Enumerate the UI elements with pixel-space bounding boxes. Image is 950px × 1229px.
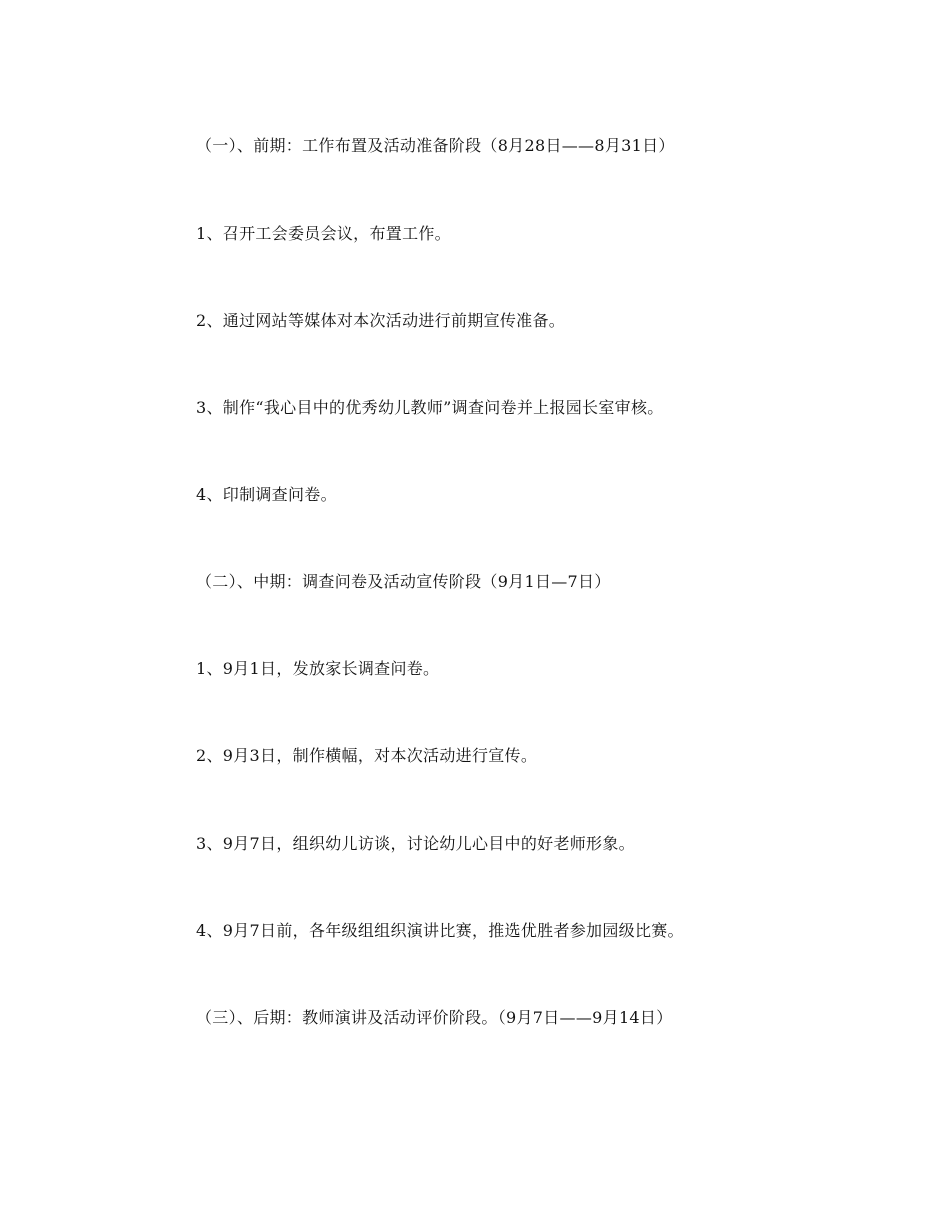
list-item: 2、通过网站等媒体对本次活动进行前期宣传准备。 (196, 311, 566, 330)
list-item: 3、制作“我心目中的优秀幼儿教师”调查问卷并上报园长室审核。 (196, 398, 664, 417)
section-heading-2: （二）、中期：调查问卷及活动宣传阶段（9月1日—7日） (196, 572, 611, 591)
list-item: 2、9月3日，制作横幅，对本次活动进行宣传。 (196, 746, 538, 765)
list-item: 4、9月7日前，各年级组组织演讲比赛，推选优胜者参加园级比赛。 (196, 921, 684, 940)
section-heading-3: （三）、后期：教师演讲及活动评价阶段。（9月7日——9月14日） (196, 1008, 673, 1027)
list-item: 4、印制调查问卷。 (196, 485, 337, 504)
list-item: 3、9月7日，组织幼儿访谈，讨论幼儿心目中的好老师形象。 (196, 834, 635, 853)
section-heading-1: （一）、前期：工作布置及活动准备阶段（8月28日——8月31日） (196, 136, 675, 155)
list-item: 1、9月1日，发放家长调查问卷。 (196, 659, 440, 678)
list-item: 1、召开工会委员会议，布置工作。 (196, 224, 451, 243)
